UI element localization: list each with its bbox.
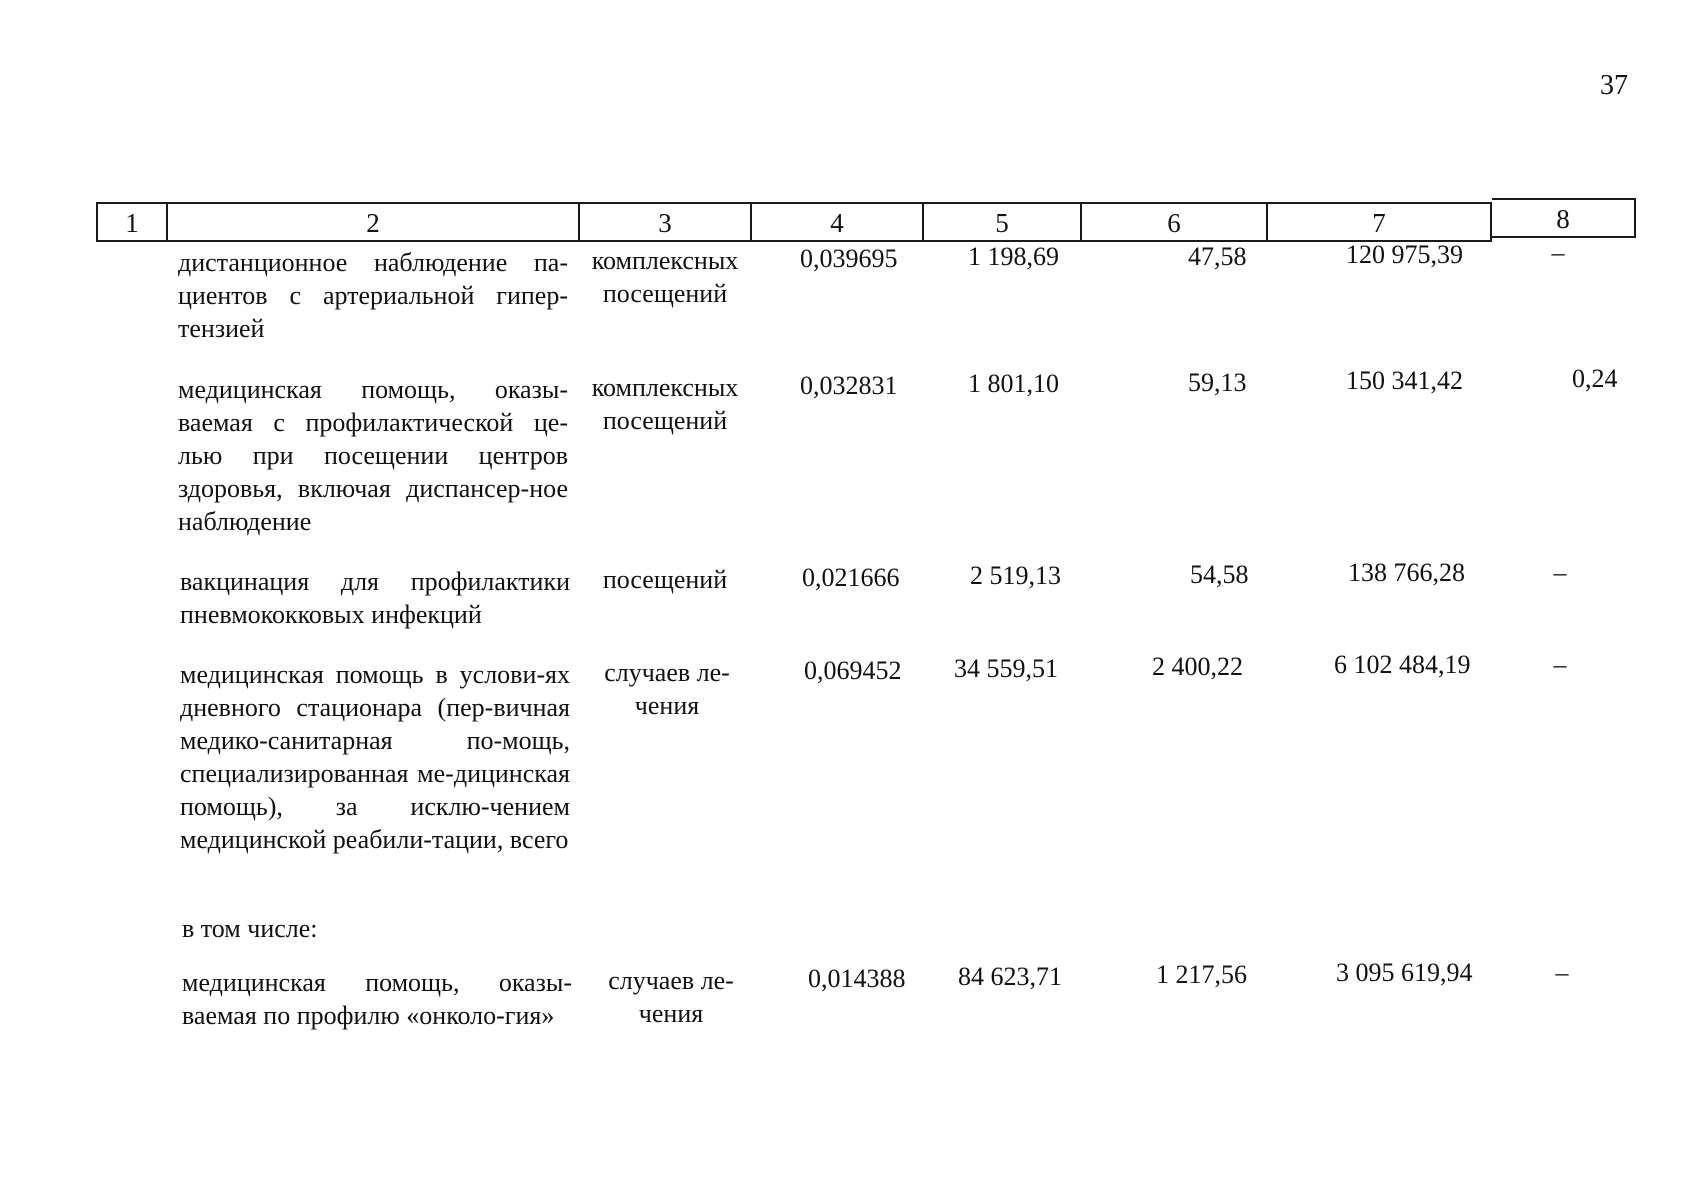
row-value-col4: 0,039695	[800, 244, 898, 273]
row-description: медицинская помощь в услови-ях дневного стационара (пер-вичная медико-санитарная по-мощь, специализированная ме-дицинская помощь), за исклю-чением медицинской реабили-тации, всего	[180, 660, 570, 854]
row-value-col5: 84 623,71	[958, 962, 1062, 991]
column-header-2: 2	[168, 202, 580, 242]
row-value-col4: 0,014388	[808, 964, 906, 993]
row-value-col4: 0,032831	[800, 371, 898, 400]
row-value-col4: 0,069452	[804, 656, 902, 685]
row-description: медицинская помощь, оказы-ваемая по профилю «онколо-гия»	[182, 968, 572, 1030]
page-number: 37	[1600, 70, 1628, 101]
row-value-col7: 138 766,28	[1348, 558, 1465, 587]
row-description: вакцинация для профилактики пневмококковых инфекций	[180, 567, 570, 629]
row-value-col5: 1 198,69	[968, 242, 1059, 271]
column-header-1: 1	[96, 202, 168, 242]
row-value-col8: –	[1553, 650, 1567, 679]
column-header-4: 4	[752, 202, 924, 242]
row-value-col5: 2 519,13	[970, 561, 1061, 590]
row-unit: комплексных посещений	[591, 373, 739, 435]
row-value-col7: 150 341,42	[1346, 366, 1463, 395]
row-value-col7: 3 095 619,94	[1336, 958, 1473, 987]
row-value-col8: –	[1555, 958, 1569, 987]
column-header-6: 6	[1082, 202, 1268, 242]
row-unit: случаев ле-чения	[608, 966, 734, 1028]
column-header-5: 5	[924, 202, 1082, 242]
row-value-col7: 6 102 484,19	[1334, 650, 1471, 679]
row-unit: случаев ле-чения	[604, 658, 730, 720]
row-value-col7: 120 975,39	[1346, 240, 1463, 269]
row-value-col8: 0,24	[1572, 364, 1618, 393]
row-description: дистанционное наблюдение па-циентов с артериальной гипер-тензией	[178, 248, 568, 343]
row-description: медицинская помощь, оказы-ваемая с профилактической це-лью при посещении центров здоровья, включая диспансер-ное наблюдение	[178, 375, 568, 536]
row-unit: комплексных посещений	[591, 246, 739, 308]
row-value-col5: 1 801,10	[968, 369, 1059, 398]
row-value-col6: 1 217,56	[1156, 960, 1247, 989]
row-unit: посещений	[602, 565, 728, 594]
row-value-col8: –	[1553, 558, 1567, 587]
section-label: в том числе:	[182, 914, 318, 943]
row-value-col6: 54,58	[1190, 560, 1249, 589]
row-value-col6: 59,13	[1188, 368, 1247, 397]
row-value-col8: –	[1551, 238, 1565, 267]
row-value-col4: 0,021666	[802, 563, 900, 592]
column-header-3: 3	[580, 202, 752, 242]
column-header-7: 7	[1268, 202, 1492, 242]
row-value-col5: 34 559,51	[954, 654, 1058, 683]
row-value-col6: 2 400,22	[1152, 652, 1243, 681]
row-value-col6: 47,58	[1188, 242, 1247, 271]
column-header-8: 8	[1492, 198, 1636, 238]
